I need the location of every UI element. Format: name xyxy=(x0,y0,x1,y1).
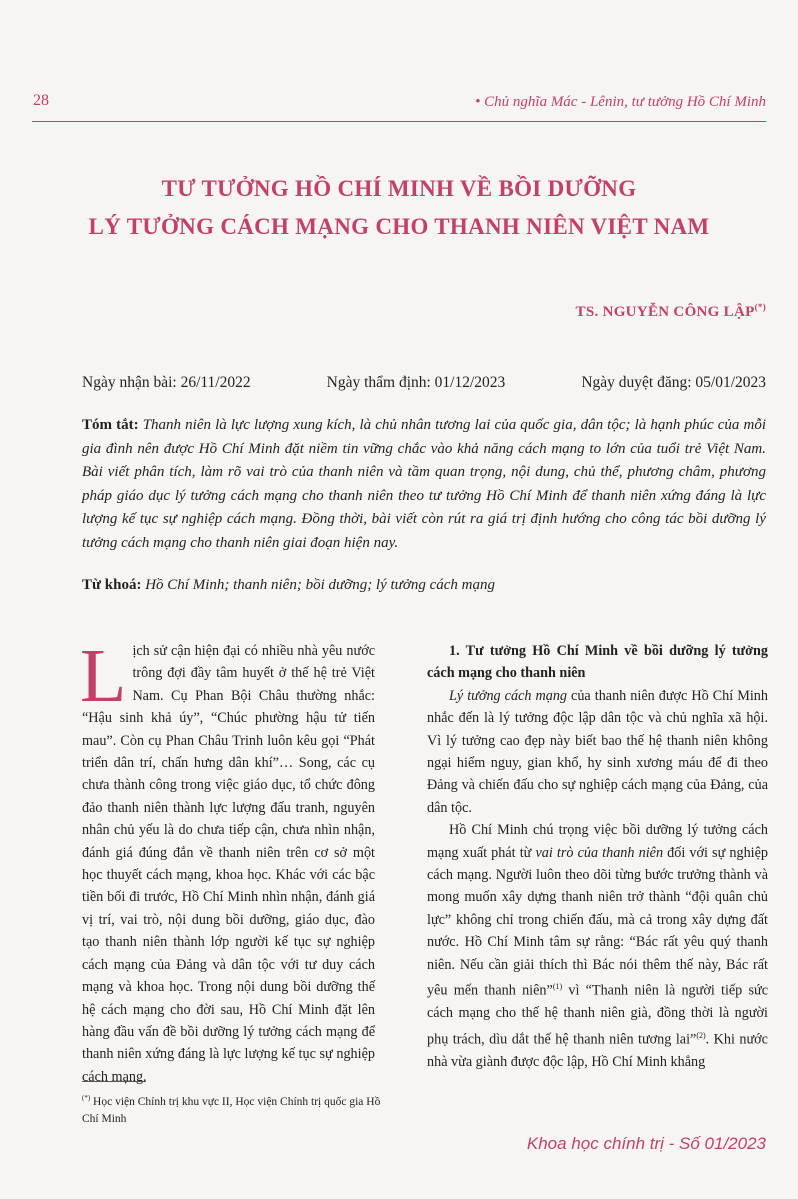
title-line-1: TƯ TƯỞNG HỒ CHÍ MINH VỀ BỒI DƯỠNG xyxy=(161,176,637,201)
body-column-left xyxy=(80,634,375,1088)
title-line-2: LÝ TƯỞNG CÁCH MẠNG CHO THANH NIÊN VIỆT NAM xyxy=(88,214,710,239)
paragraph-2-text-c: vì “Thanh niên là người tiếp sức cách mạng cho thế hệ thanh niên già, đồng thời là người phụ trách, dìu dắt thế hệ thanh niên tương lai” xyxy=(427,982,768,1048)
footnote-rule xyxy=(82,1081,146,1082)
header-rule xyxy=(32,121,766,122)
article-title xyxy=(0,170,798,246)
drop-cap: L xyxy=(80,634,127,718)
reference-1: (1) xyxy=(552,982,563,992)
paragraph-2-text-d: . Khi nước nhà vừa giành được độc lập, Hồ Chí Minh khẳng xyxy=(427,1031,768,1070)
date-reviewed: Ngày thẩm định: 01/12/2023 xyxy=(326,374,506,391)
author-name: TS. NGUYỄN CÔNG LẬP xyxy=(575,304,755,320)
abstract xyxy=(82,414,766,555)
date-approved: Ngày duyệt đăng: 05/01/2023 xyxy=(581,374,766,391)
paragraph-2-emphasis: vai trò của thanh niên xyxy=(535,844,664,861)
paragraph-2 xyxy=(427,819,768,1073)
paragraph-2-text-a: Hồ Chí Minh chú trọng việc bồi dưỡng lý tưởng cách mạng xuất phát từ xyxy=(427,822,768,861)
keywords xyxy=(82,574,766,598)
section-heading: 1. Tư tưởng Hồ Chí Minh về bồi dưỡng lý tưởng cách mạng cho thanh niên xyxy=(427,643,768,682)
paragraph-1-emphasis: Lý tưởng cách mạng xyxy=(449,687,568,704)
running-head: • Chủ nghĩa Mác - Lênin, tư tưởng Hồ Chí Minh xyxy=(475,94,766,110)
abstract-label: Tóm tắt: xyxy=(82,417,139,433)
reference-2: (2) xyxy=(696,1030,706,1040)
abstract-text: Thanh niên là lực lượng xung kích, là chủ nhân tương lai của quốc gia, dân tộc; là hạnh phúc của mỗi gia đình nên được Hồ Chí Minh đặt niềm tin vững chắc vào khả năng cách mạng to lớn của tuổi trẻ Việt Nam. Bài viết phân tích, làm rõ vai trò của thanh niên và tầm quan trọng, nội dung, chủ thể, phương châm, phương pháp giáo dục lý tưởng cách mạng cho thanh niên theo tư tưởng Hồ Chí Minh để thanh niên xứng đáng là lực lượng kế tục sự nghiệp cách mạng. Đồng thời, bài viết còn rút ra giá trị định hướng cho công tác bồi dưỡng lý tưởng cách mạng cho thanh niên giai đoạn hiện nay. xyxy=(82,417,766,551)
author xyxy=(576,302,766,321)
paragraph-1-text: của thanh niên được Hồ Chí Minh nhắc đến là lý tưởng độc lập dân tộc và chủ nghĩa xã hội. Vì lý tưởng cao đẹp này biết bao thế hệ thanh niên không ngại hiểm nguy, gian khổ, hy sinh xương máu để đi theo Đảng và chiến đấu cho sự nghiệp cách mạng của Đảng, của dân tộc. xyxy=(427,687,768,816)
page-number: 28 xyxy=(33,92,49,109)
author-footnote-mark: (*) xyxy=(754,302,766,312)
intro-paragraph: ịch sử cận hiện đại có nhiều nhà yêu nước trông đợi đầy tâm huyết ở thế hệ trẻ Việt Nam. Cụ Phan Bội Châu thường nhắc: “Hậu sinh khả úy”, “Chúc phường hậu tử tiến mau”. Còn cụ Phan Châu Trinh luôn kêu gọi “Phát triển dân trí, chấn hưng dân khí”… Song, các cụ chưa thành công trong việc giáo dục, tổ chức đông đảo thanh niên thành lực lượng đấu tranh, nguyên nhân chủ yếu là do chưa tiếp cận, chưa nhìn nhận, đánh giá đúng đắn về thanh niên trên cơ sở một học thuyết cách mạng, khoa học. Khác với các bậc tiền bối đi trước, Hồ Chí Minh nhìn nhận, đánh giá vị trí, vai trò, nội dung bồi dưỡng, giáo dục, đào tạo thanh niên thành lớp người kế tục sự nghiệp cách mạng của Đảng và dân tộc với tư duy cách mạng và khoa học. Trong nội dung bồi dưỡng thế hệ cách mạng cho đời sau, Hồ Chí Minh đặt lên hàng đầu vấn đề bồi dưỡng lý tưởng cách mạng để thanh niên xứng đáng là lực lượng kế tục sự nghiệp cách mạng. xyxy=(82,643,375,1085)
paragraph-2-text-b: đối với sự nghiệp cách mạng. Người luôn theo dõi từng bước trưởng thành và mong muốn xây dựng thanh niên trở thành “đội quân chủ lực” không chỉ trong chiến đấu, mà cả trong xây dựng đất nước. Hồ Chí Minh tâm sự rằng: “Bác rất yêu quý thanh niên. Nếu cần giải thích thì Bác nói thêm thế này, Bác rất yêu mến thanh niên” xyxy=(427,844,768,999)
keywords-text: Hồ Chí Minh; thanh niên; bồi dưỡng; lý tưởng cách mạng xyxy=(145,577,496,593)
journal-footer: Khoa học chính trị - Số 01/2023 xyxy=(526,1134,766,1153)
article-dates xyxy=(82,374,766,392)
footnote xyxy=(82,1090,382,1128)
paragraph-1 xyxy=(427,685,768,819)
body-column-right xyxy=(427,640,768,1073)
footnote-text: Học viện Chính trị khu vực II, Học viện Chính trị quốc gia Hồ Chí Minh xyxy=(82,1095,381,1125)
keywords-label: Từ khoá: xyxy=(82,577,142,593)
date-received: Ngày nhận bài: 26/11/2022 xyxy=(82,374,251,391)
footnote-mark: (*) xyxy=(82,1094,91,1102)
